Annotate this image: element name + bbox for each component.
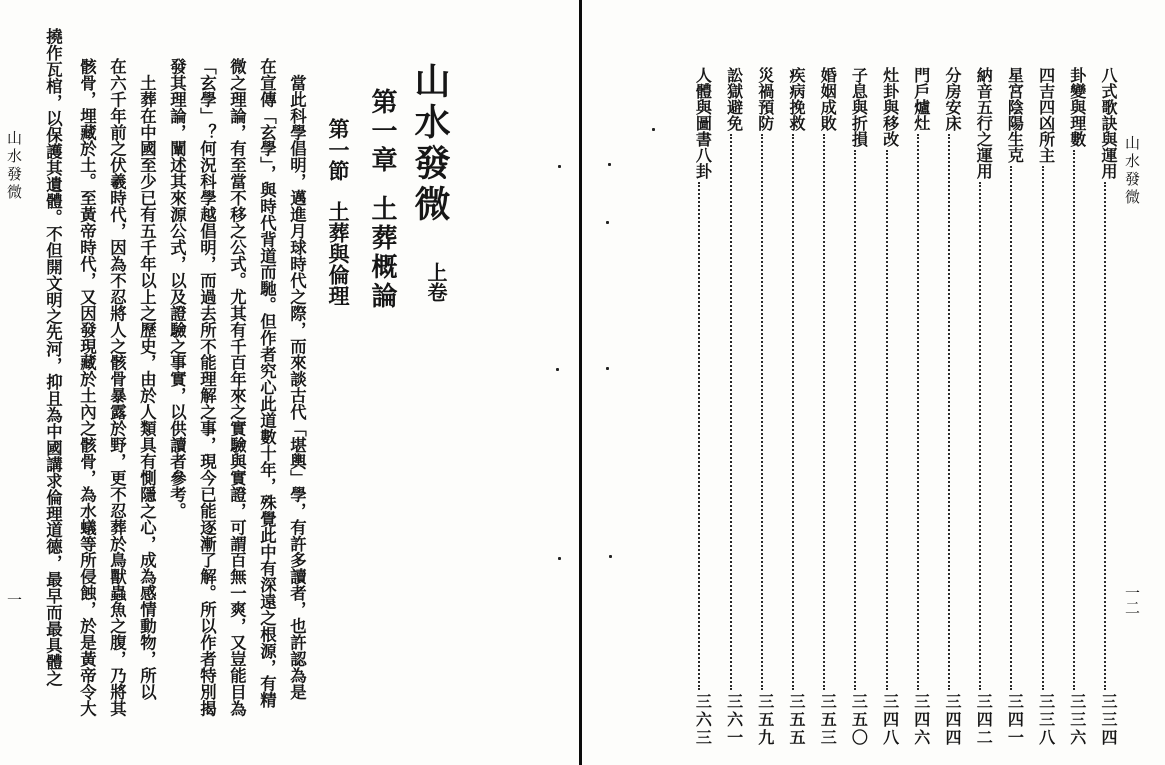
toc-dot-leader [917,134,919,690]
toc-entry [688,67,713,747]
print-speck [558,557,561,560]
print-speck [608,163,611,166]
right-page [582,0,1165,765]
toc-dot-leader [1042,166,1044,690]
toc-entry-title: 門戶爐灶 [911,67,931,131]
toc-entry-title: 疾病挽救 [787,67,806,131]
toc-entry-page: 三四二 [974,693,994,747]
toc-entry [782,67,804,747]
running-head: 山水發微 [1123,135,1141,207]
toc-entry-title: 訟獄避免 [724,67,744,131]
section-number: 第一節 [326,118,351,181]
toc-entry-page: 三四六 [911,693,931,747]
toc-dot-leader [730,134,732,690]
toc-dot-leader [948,134,950,690]
toc-entry-title: 灶卦與移改 [880,67,900,147]
print-speck [609,555,612,558]
toc-entry-page: 三六一 [724,693,744,747]
book-title: 山水發微 [409,62,451,226]
print-speck [606,221,609,224]
toc-entry-page: 三四八 [880,693,900,747]
toc-entry [720,67,742,747]
toc-entry-title: 分房安床 [943,67,962,131]
toc-dot-leader [1073,150,1075,690]
chapter-number: 第一章 [367,88,397,175]
chapter-heading [369,88,395,311]
toc-entry [1032,67,1054,747]
toc-entry-page: 三四四 [943,693,962,747]
body-column: 當此科學倡明，邁進月球時代之際，而來談古代「堪輿」學，有許多讀者，也許認為是 [287,58,307,700]
body-column: 微之理論，有至當不移之公式。尤其有千百年來之實驗與實證，可謂百無一爽，又豈能目為 [227,58,247,717]
page-number: 一二 [1123,585,1141,615]
toc-dot-leader [886,150,888,690]
toc-entry-page: 三五〇 [849,693,869,747]
toc-entry-title: 納音五行之運用 [974,67,994,179]
section-title: 土葬與倫理 [326,201,351,306]
toc-dot-leader [698,182,700,690]
toc-dot-leader [1010,166,1012,690]
toc-entry-title: 子息與折損 [849,67,869,147]
toc-dot-leader [792,134,794,690]
toc-dot-leader [979,182,981,690]
toc-entry [907,67,929,747]
toc-entry-page: 三六三 [693,693,713,747]
toc-entry-page: 三五五 [787,693,806,747]
toc-entry-title: 災禍預防 [755,67,775,131]
running-head: 山水發微 [5,130,23,202]
toc-entry-page: 三五三 [818,693,838,747]
toc-entry [1000,67,1025,747]
body-column: 土葬在中國至少已有五千年以上之歷史，由於人類具有惻隱之心，成為感情動物，所以 [137,58,157,700]
print-speck [606,367,609,370]
toc-entry [844,67,869,747]
toc-dot-leader [1104,182,1106,690]
toc-entry-title: 卦變與理數 [1067,67,1087,147]
left-page [0,0,580,765]
toc-entry-page: 三五九 [755,693,775,747]
body-column: 骸骨，埋藏於土。至黃帝時代，又因發現藏於土內之骸骨，為水蟻等所侵蝕，於是黃帝令大 [77,58,97,717]
toc-entry [813,67,838,747]
chapter-title: 土葬概論 [367,195,397,311]
toc-entry [1063,67,1085,747]
toc-entry-page: 三三六 [1067,693,1087,747]
body-column: 撓作瓦棺，以保護其遺體。不但開文明之先河，抑且為中國講求倫理道德，最早而最具體之 [43,28,63,687]
toc-entry [876,67,898,747]
page-number: 一 [5,592,23,607]
toc-dot-leader [854,150,856,690]
body-column: 發其理論，闡述其來源公式，以及證驗之事實，以供讀者參考。 [167,58,187,519]
body-column: 「玄學」？何況科學越倡明，而過去所不能理解之事，現今已能逐漸了解。所以作者特別揭 [197,58,217,717]
toc-entry-page: 三三四 [1099,693,1118,747]
toc-entry [1094,67,1116,747]
toc-dot-leader [761,134,763,690]
toc-entry [938,67,960,747]
body-column: 在六千年前之伏羲時代，因為不忍將人之骸骨暴露於野，更不忍葬於鳥獸蟲魚之腹，乃將其 [107,58,127,717]
toc-entry-title: 星宮陰陽生克 [1005,67,1025,163]
toc-entry-title: 婚姻成敗 [818,67,838,131]
section-heading [328,118,349,306]
toc-entry-page: 三三八 [1036,693,1056,747]
toc-entry-page: 三四一 [1005,693,1025,747]
toc-dot-leader [823,134,825,690]
toc-entry-title: 八式歌訣與運用 [1099,67,1118,179]
toc-entry [751,67,773,747]
print-speck [652,128,655,131]
toc-entry-title: 四吉四凶所主 [1036,67,1056,163]
body-column: 在宣傳「玄學」，與時代背道而馳。但作者究心此道數十年，殊覺此中有深遠之根源，有精 [257,58,277,709]
print-speck [558,165,561,168]
volume-label: 上卷 [424,262,448,302]
print-speck [556,368,559,371]
toc-entry-title: 人體與圖書八卦 [693,67,713,179]
toc-entry [969,67,994,747]
